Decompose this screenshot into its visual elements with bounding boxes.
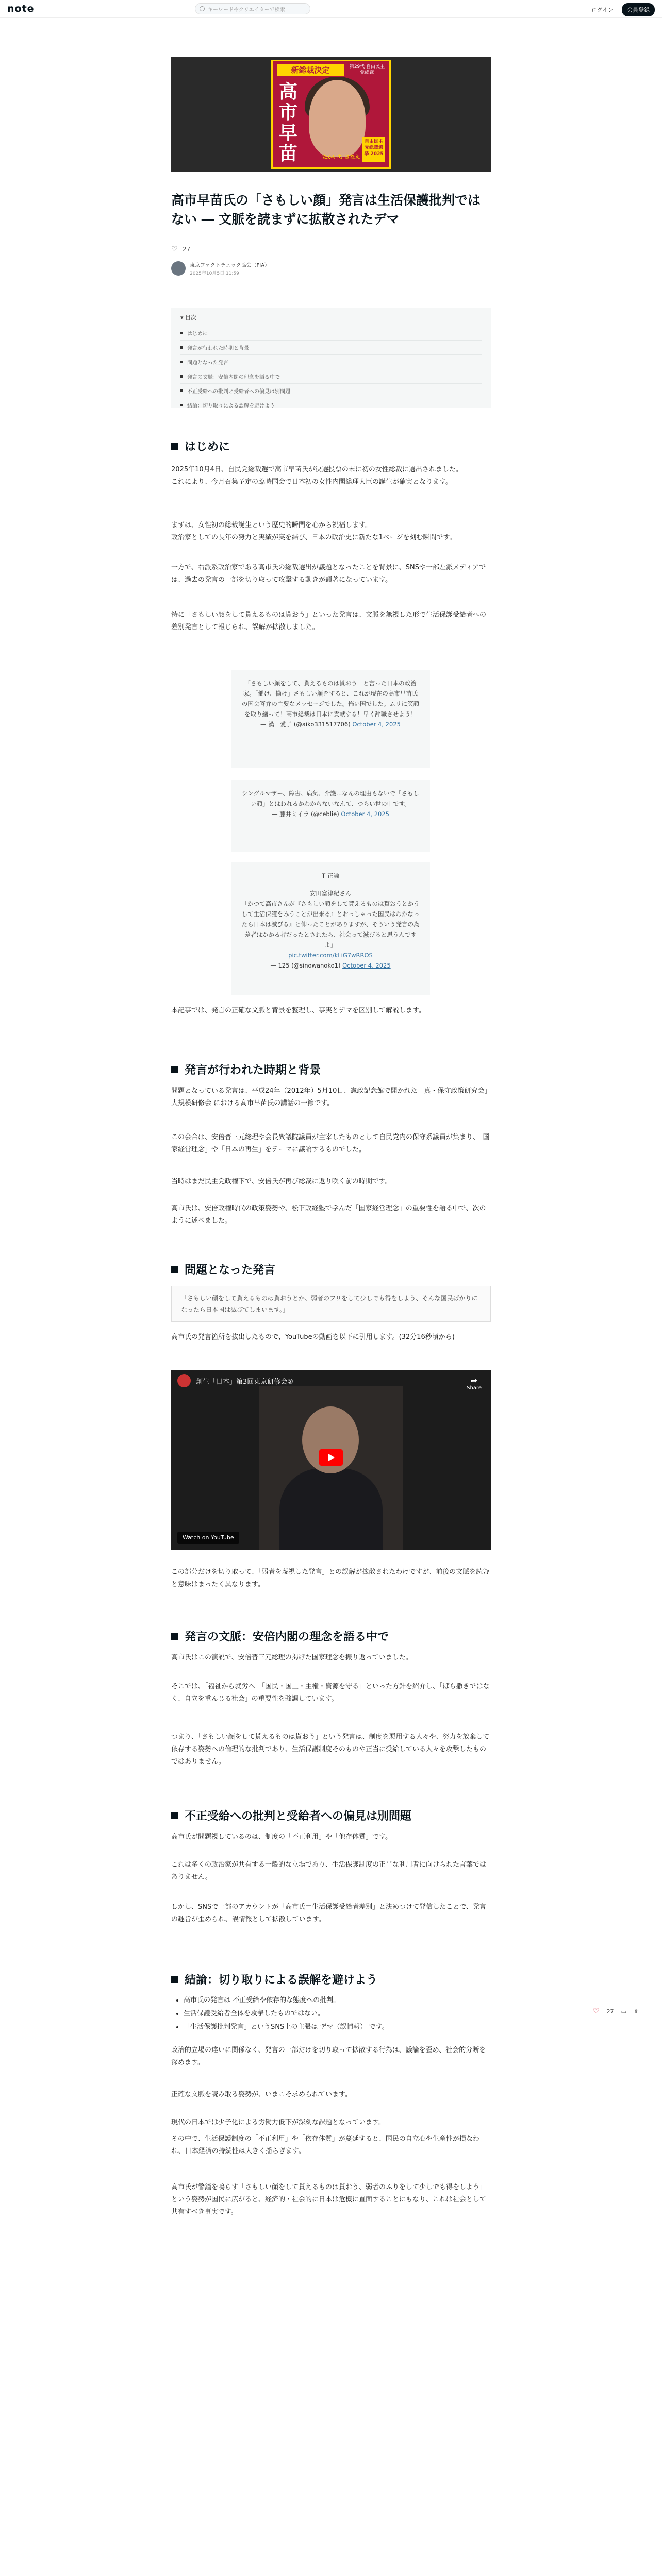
paragraph: しかし、SNSで一部のアカウントが「高市氏＝生活保護受給者差別」と決めつけて発信したことで、発言の趣旨が歪められ、誤情報として拡散しています。 <box>171 1903 486 1923</box>
toc-item[interactable]: 発言が行われた時期と背景 <box>180 340 482 354</box>
paragraph: まずは、女性初の総裁誕生という歴史的瞬間を心から祝福します。 政治家としての長年の努力と実績が実を結び、日本の政治史に新たな1ページを刻む瞬間です。 <box>171 521 456 541</box>
section-heading: はじめに <box>171 438 491 454</box>
avatar[interactable] <box>171 261 186 276</box>
floating-action-bar <box>593 2007 638 2015</box>
tweet-embed[interactable] <box>231 780 430 852</box>
side-like-count: 27 <box>606 2008 614 2015</box>
tweet-pic-link[interactable]: pic.twitter.com/kLiG7wRROS <box>288 952 373 959</box>
share-icon[interactable]: ⇪ <box>633 2008 639 2015</box>
tweet-embed[interactable] <box>231 862 430 995</box>
paragraph: つまり、「さもしい顔をして貰えるものは貰おう」という発言は、制度を悪用する人々や、努力を放棄して依存する姿勢への倫理的な批判であり、生活保護制度そのものや正当に受給している人々を攻撃したものではありません。 <box>171 1733 490 1766</box>
heart-icon[interactable]: ♡ <box>593 2007 600 2015</box>
watch-on-youtube-button[interactable]: Watch on YouTube <box>177 1532 239 1544</box>
search-input[interactable] <box>195 3 310 14</box>
tweet-date-link[interactable]: October 4, 2025 <box>341 810 389 818</box>
toc-title[interactable]: ▾ 目次 <box>180 314 197 321</box>
poster-band: 新総裁決定 <box>277 64 344 76</box>
paragraph: この部分だけを切り取って、「弱者を蔑視した発言」との誤解が拡散されたわけですが、前後の文脈を読むと意味はまったく異なります。 <box>171 1568 490 1588</box>
tweet-date-link[interactable]: October 4, 2025 <box>352 721 401 728</box>
paragraph: その中で、生活保護制度の「不正利用」や「依存体質」が蔓延すると、国民の自立心や生産性が損なわれ、日本経済の持続性は大きく揺らぎます。 <box>171 2135 479 2155</box>
paragraph: 政治的立場の違いに関係なく、発言の一部だけを切り取って拡散する行為は、議論を歪め、社会的分断を深めます。 <box>171 2046 486 2066</box>
section-heading: 発言が行われた時期と背景 <box>171 1061 491 1077</box>
post-date: 2025年10月5日 11:59 <box>190 271 239 276</box>
search-placeholder: キーワードやクリエイターで検索 <box>208 7 285 13</box>
list-item: • 高市氏の発言は 不正受給や依存的な態度への批判。 <box>184 1994 491 2007</box>
top-header <box>0 0 662 18</box>
tweet-text: シングルマザー、障害、病気、介護…なんの理由もないで「さもしい顔」とはわれるかわからないなんて、つらい世の中です。 <box>242 790 419 807</box>
paragraph: 高市氏は、安倍政権時代の政策姿勢や、松下政経塾で学んだ「国家経営理念」の重要性を語る中で、次のように述べました。 <box>171 1205 486 1225</box>
paragraph: 高市氏はこの演説で、安倍晋三元総理の掲げた国家理念を振り返っていました。 <box>171 1654 412 1662</box>
campaign-poster <box>271 60 391 169</box>
section-heading: 発言の文脈：安倍内閣の理念を語る中で <box>171 1628 491 1644</box>
toc-item[interactable]: 問題となった発言 <box>180 354 482 369</box>
tweet-text: 「さもしい顔をして、貰えるものは貰おう」と言った日本の政治家。「働け、働け」さもしい顔をすると、これが現在の高市早苗氏の国会答弁の主要なメッセージでした。怖い国でした。ムリに笑顔を取り繕って！高市総裁は日本に貢献する！早く辞職させよう！ <box>241 680 420 718</box>
channel-avatar[interactable] <box>177 1374 191 1387</box>
tweet-sub: 安田富津紀さん <box>309 890 352 897</box>
share-icon: ➦ <box>470 1376 478 1385</box>
section-heading: 結論：切り取りによる誤解を避けよう <box>171 1971 491 1987</box>
conclusion-list <box>178 1994 491 2034</box>
paragraph: 当時はまだ民主党政権下で、安倍氏が再び総裁に返り咲く前の時期です。 <box>171 1178 392 1185</box>
paragraph: 特に「さもしい顔をして貰えるものは貰おう」といった発言は、文脈を無視した形で生活保護受給者への差別発言として報じられ、誤解が拡散しました。 <box>171 611 487 631</box>
paragraph: 一方で、右派系政治家である高市氏の総裁選出が議題となったことを背景に、SNSや一部左派メディアでは、過去の発言の一部を切り取って攻撃する動きが顕著になっています。 <box>171 564 486 584</box>
paragraph: 高市氏の発言箇所を抜出したもので、YouTubeの動画を以下に引用します。(32分16秒頃から) <box>171 1333 455 1341</box>
video-title[interactable]: 創生「日本」第3回東京研修会② <box>196 1378 293 1386</box>
author-row[interactable] <box>171 261 270 276</box>
poster-year: 自由民主党総裁選挙 2025 <box>362 137 385 162</box>
paragraph: 問題となっている発言は、平成24年（2012年）5月10日、憲政記念館で開かれた「真・保守政策研究会」大規模研修会 における高市早苗氏の講話の一節です。 <box>171 1087 488 1107</box>
search-icon <box>200 6 205 11</box>
paragraph: この会合は、安倍晋三元総理や会長衆議院議員が主宰したものとして自民党内の保守系議員が集まり、「国家経営理念」や「日本の再生」をテーマに議論するものでした。 <box>171 1133 490 1154</box>
poster-sub: 第29代 自由民主党総裁 <box>349 64 385 75</box>
paragraph: 正確な文脈を読み取る姿勢が、いまこそ求められています。 <box>171 2091 352 2098</box>
toc-item[interactable]: はじめに <box>180 326 482 340</box>
paragraph: そこでは、「福祉から就労へ」「国民・国土・主権・資源を守る」といった方針を紹介し、「ばら撒きではなく、自立を重んじる社会」の重要性を強調しています。 <box>171 1683 490 1703</box>
paragraph: 高市氏が警鐘を鳴らす「さもしい顔をして貰えるものは貰おう、弱者のふりをして少しでも得をしよう」という姿勢が国民に広がると、経済的・社会的に日本は危機に直面することにもなり、これは社会として共有すべき事実です。 <box>171 2183 487 2216</box>
paragraph: 2025年10月4日、自民党総裁選で高市早苗氏が決選投票の末に初の女性総裁に選出されました。 これにより、今月召集予定の臨時国会で日本初の女性内閣総理大臣の誕生が確実となります。 <box>171 466 462 486</box>
login-button[interactable]: ログイン <box>591 7 614 13</box>
tweet-embed[interactable] <box>231 670 430 768</box>
tweet-date-link[interactable]: October 4, 2025 <box>342 962 391 969</box>
signup-button[interactable]: 会員登録 <box>622 3 655 16</box>
article-title: 高市早苗氏の「さもしい顔」発言は生活保護批判ではない ― 文脈を読まずに拡散されたデマ <box>171 193 481 227</box>
comment-icon[interactable]: ▭ <box>621 2008 626 2015</box>
toc-item[interactable]: 発言の文脈：安倍内閣の理念を語る中で <box>180 369 482 383</box>
video-speaker-body <box>279 1468 383 1550</box>
tweet-title: T 正論 <box>322 872 339 879</box>
play-button[interactable] <box>319 1449 343 1466</box>
blockquote: 「さもしい顔をして貰えるものは貰おうとか、弱者のフリをして少しでも得をしよう、そんな国民ばかりになったら日本国は滅びてしまいます。」 <box>171 1286 491 1322</box>
like-count: 27 <box>183 246 191 253</box>
header-actions <box>587 3 655 16</box>
note-logo[interactable]: note <box>7 3 35 14</box>
portrait-face <box>309 80 366 157</box>
toc-item[interactable]: 結論：切り取りによる誤解を避けよう <box>180 398 482 412</box>
share-button[interactable]: ➦ Share <box>467 1376 482 1391</box>
section-heading: 問題となった発言 <box>171 1261 491 1277</box>
paragraph: 本記事では、発言の正確な文脈と背景を整理し、事実とデマを区別して解説します。 <box>171 1007 425 1014</box>
tweet-text: 「かつて高市さんが『さもしい顔をして貰えるものは貰おうとかうして生活保護をみうことが出来る』とおっしゃった国民はわかなったら日本は滅びる』と仰ったことがありますが、そういう発言の為差者はかかる者だったとされたら、社会って滅びると思うんですよ」 <box>241 900 420 948</box>
tweet-author: — 藤井ミイラ (@ceblie) <box>272 810 339 818</box>
heart-icon[interactable]: ♡ <box>171 245 178 253</box>
tweet-author: — 125 (@sinowanoko1) <box>270 962 341 969</box>
hero-image <box>171 57 491 172</box>
paragraph: 現代の日本では少子化による労働力低下が深刻な課題となっています。 <box>171 2119 385 2126</box>
like-row <box>171 246 190 253</box>
paragraph: 高市氏が問題視しているのは、制度の「不正利用」や「他存体質」です。 <box>171 1833 392 1841</box>
paragraph: これは多くの政治家が共有する一般的な立場であり、生活保護制度の正当な利用者に向けられた言葉ではありません。 <box>171 1861 487 1881</box>
table-of-contents <box>171 308 491 408</box>
video-title-bar <box>171 1370 491 1391</box>
poster-name: 高市早苗 <box>278 81 297 164</box>
list-item: • 生活保護受給者全体を攻撃したものではない。 <box>184 2007 491 2021</box>
poster-motto: たかいち さなえ <box>322 155 360 160</box>
youtube-embed[interactable] <box>171 1370 491 1550</box>
author-name[interactable]: 東京ファクトチェック協会（FIA） <box>190 263 270 268</box>
list-item: • 「生活保護批判発言」というSNS上の主張は デマ（誤情報） です。 <box>184 2021 491 2034</box>
tweet-author: — 漢田愛子 (@aiko331517706) <box>260 721 351 728</box>
section-heading: 不正受給への批判と受給者への偏見は別問題 <box>171 1807 491 1823</box>
toc-item[interactable]: 不正受給への批判と受給者への偏見は別問題 <box>180 383 482 398</box>
